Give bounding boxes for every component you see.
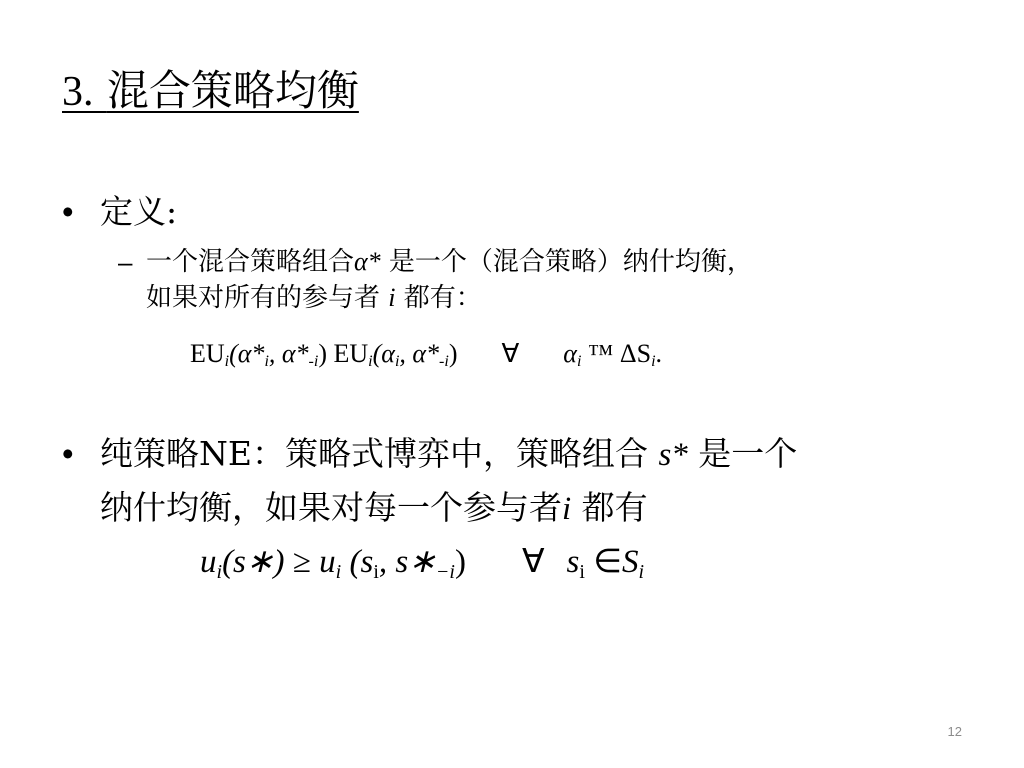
- formula-sub: i: [335, 561, 342, 583]
- definition-text-1a: 一个混合策略组合: [146, 247, 355, 277]
- pure-ne-line-2: [100, 486, 648, 531]
- pure-ne-text-1a: 纯策略NE：策略式博弈中，策略组合: [100, 434, 659, 473]
- definition-line-2: [146, 280, 482, 316]
- formula-strategy-set: S: [621, 544, 639, 580]
- pure-ne-text-2a: 纳什均衡，如果对每一个参与者: [100, 488, 562, 527]
- mixed-ne-formula: [190, 336, 662, 372]
- sub-bullet-marker: –: [118, 247, 133, 277]
- formula-arg: (α*: [229, 339, 265, 368]
- bullet-marker: •: [62, 435, 74, 472]
- title-number: 3.: [62, 69, 94, 115]
- formula-arg: , α*: [399, 339, 440, 368]
- formula-arg: , α*: [268, 339, 309, 368]
- formula-sub: i: [224, 353, 230, 370]
- element-of-symbol: ∈: [593, 544, 622, 580]
- s-star-symbol: s*: [658, 437, 688, 473]
- formula-eu-right: EU: [333, 339, 369, 368]
- formula-sub: i: [394, 353, 400, 370]
- forall-symbol: ∀: [501, 339, 520, 368]
- definition-text-1b: 是一个（混合策略）纳什均衡，: [380, 247, 753, 277]
- geq-symbol: ≥: [292, 544, 311, 580]
- definition-text-2b: 都有：: [395, 283, 482, 313]
- forall-symbol: ∀: [521, 544, 545, 580]
- formula-arg: (α: [372, 339, 395, 368]
- formula-u: u: [200, 544, 217, 580]
- formula-sub: -i: [308, 353, 319, 370]
- formula-sub: i: [651, 353, 656, 370]
- pure-ne-line-1: [100, 432, 797, 477]
- formula-sub: i: [373, 561, 379, 583]
- pure-ne-formula: [200, 540, 644, 584]
- definition-line-1: [146, 244, 753, 280]
- formula-sub: −i: [435, 561, 455, 583]
- player-i-symbol: i: [388, 283, 396, 312]
- slide-title: [62, 66, 359, 117]
- formula-sub: i: [638, 561, 644, 583]
- player-i-symbol: i: [562, 491, 572, 527]
- bullet-definition-label: 定义:: [100, 192, 178, 231]
- formula-sub: i: [579, 561, 585, 583]
- formula-member-glyph: ™: [587, 339, 614, 368]
- formula-s: s: [566, 544, 580, 580]
- formula-delta-s: ΔS: [619, 339, 652, 368]
- alpha-star-symbol: α*: [354, 247, 381, 276]
- formula-sub: i: [216, 561, 223, 583]
- formula-sub: i: [368, 353, 373, 370]
- formula-alpha: α: [563, 339, 577, 368]
- title-text: 混合策略均衡: [106, 66, 359, 115]
- formula-arg: , s∗: [378, 544, 436, 580]
- pure-ne-text-1b: 是一个: [687, 434, 798, 473]
- formula-period: .: [655, 339, 663, 368]
- page-number: 12: [947, 724, 962, 739]
- formula-paren: ): [454, 544, 466, 580]
- formula-paren: ): [318, 339, 327, 368]
- formula-sub: i: [576, 353, 582, 370]
- bullet-marker: •: [62, 193, 74, 230]
- definition-text-2a: 如果对所有的参与者: [146, 283, 389, 313]
- pure-ne-text-2b: 都有: [571, 488, 648, 527]
- formula-sub: i: [264, 353, 269, 370]
- formula-arg: (s∗): [222, 544, 285, 580]
- formula-u: u: [319, 544, 336, 580]
- formula-eu-left: EU: [190, 339, 225, 368]
- formula-sub: -i: [439, 353, 449, 370]
- formula-arg: (s: [349, 544, 374, 580]
- formula-paren: ): [448, 339, 458, 368]
